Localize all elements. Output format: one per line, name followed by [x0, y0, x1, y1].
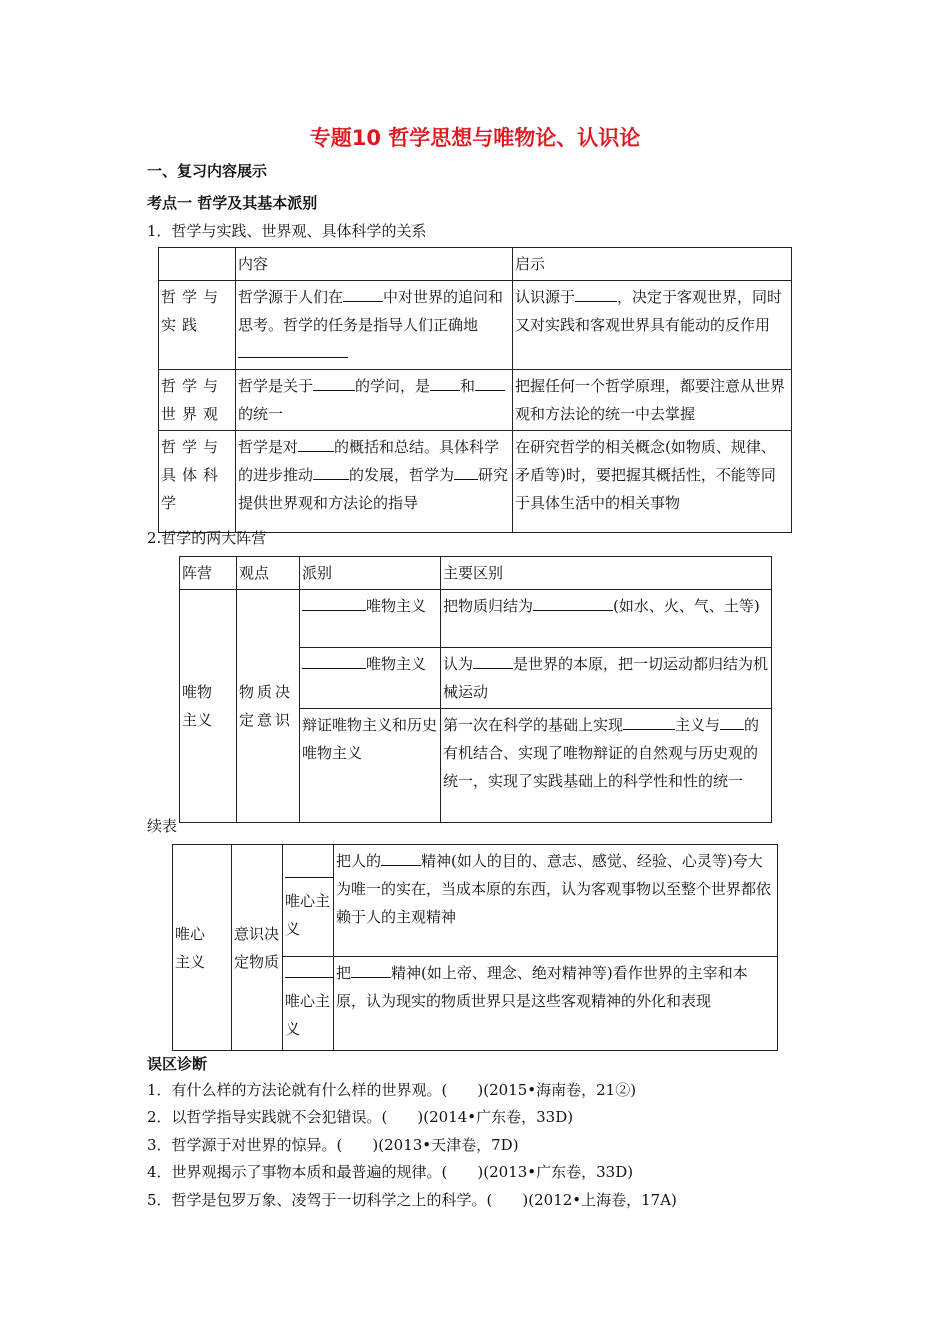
view-cell: 物质决定意识: [237, 590, 300, 823]
wuqu-heading: 误区诊断: [147, 1055, 208, 1073]
school-cell: 辩证唯物主义和历史唯物主义: [300, 709, 441, 823]
diff-cell: 第一次在科学的基础上实现 主义与 的有机结合、实现了唯物辩证的自然观与历史观的统一，实现了实践基础上的科学性和性的统一: [441, 709, 772, 823]
row-content: 哲学是关于 的学问，是 和的统一: [236, 370, 513, 431]
diff-cell: 把 精神(如上帝、理念、绝对精神等)看作世界的主宰和本原，认为现实的物质世界只是这些客观精神的外化和表现: [334, 957, 778, 1051]
view-cell: 意识决定物质: [232, 845, 283, 1051]
kaodian-heading: 考点一 哲学及其基本派别: [147, 194, 318, 212]
camp-cell: 唯心主义: [173, 845, 232, 1051]
q2-heading: 2.哲学的两大阵营: [147, 529, 267, 547]
school-cell: 唯物主义: [300, 590, 441, 648]
school-cell: 唯物主义: [300, 648, 441, 709]
page-title: 专题10 哲学思想与唯物论、认识论: [309, 126, 641, 150]
camp-cell: 唯物主义: [180, 590, 237, 823]
table-materialism: [179, 556, 772, 823]
table-row: [159, 281, 792, 370]
table-header-cell: 内容: [236, 248, 513, 281]
q1-heading: 1．哲学与实践、世界观、具体科学的关系: [147, 222, 427, 240]
diff-cell: 认为 是世界的本原，把一切运动都归结为机械运动: [441, 648, 772, 709]
table-row: [159, 370, 792, 431]
school-cell: 唯心主义: [283, 845, 334, 957]
table-header-cell: 阵营: [180, 557, 237, 590]
section-heading: 一、复习内容展示: [147, 162, 268, 180]
xubiao-label: 续表: [147, 817, 178, 835]
table-header-cell: 观点: [237, 557, 300, 590]
row-content: 哲学是对 的概括和总结。具体科学的进步推动 的发展，哲学为 研究提供世界观和方法论的指导: [236, 431, 513, 533]
list-item: 3．哲学源于对世界的惊异。( )(2013•天津卷，7D): [147, 1136, 519, 1154]
table-row: [173, 845, 778, 957]
row-hint: 认识源于 ，决定于客观世界，同时又对实践和客观世界具有能动的反作用: [513, 281, 792, 370]
table-header-cell: 启示: [513, 248, 792, 281]
list-item: 1．有什么样的方法论就有什么样的世界观。( )(2015•海南卷，21②): [147, 1081, 637, 1099]
table-row: [180, 590, 772, 648]
row-label: 哲学与实践: [159, 281, 236, 370]
diff-cell: 把人的 精神(如人的目的、意志、感觉、经验、心灵等)夸大为唯一的实在，当成本原的东西，认为客观事物以至整个世界都依赖于人的主观精神: [334, 845, 778, 957]
table-header-cell: 派别: [300, 557, 441, 590]
table-row: [159, 431, 792, 533]
list-item: 2．以哲学指导实践就不会犯错误。( )(2014•广东卷，33D): [147, 1108, 574, 1126]
row-hint: 把握任何一个哲学原理，都要注意从世界观和方法论的统一中去掌握: [513, 370, 792, 431]
row-hint: 在研究哲学的相关概念(如物质、规律、矛盾等)时，要把握其概括性，不能等同于具体生活中的相关事物: [513, 431, 792, 533]
list-item: 5．哲学是包罗万象、凌驾于一切科学之上的科学。( )(2012•上海卷，17A): [147, 1191, 677, 1209]
diff-cell: 把物质归结为 (如水、火、气、土等): [441, 590, 772, 648]
list-item: 4．世界观揭示了事物本质和最普遍的规律。( )(2013•广东卷，33D): [147, 1163, 634, 1181]
row-label: 哲学与世界观: [159, 370, 236, 431]
table-header-cell: 主要区别: [441, 557, 772, 590]
row-label: 哲学与具体科学: [159, 431, 236, 533]
school-cell: 唯心主义: [283, 957, 334, 1051]
table-idealism: [172, 844, 778, 1051]
table-header-cell: [159, 248, 236, 281]
row-content: 哲学源于人们在 中对世界的追问和思考。哲学的任务是指导人们正确地: [236, 281, 513, 370]
table-philosophy-relations: [158, 247, 792, 533]
